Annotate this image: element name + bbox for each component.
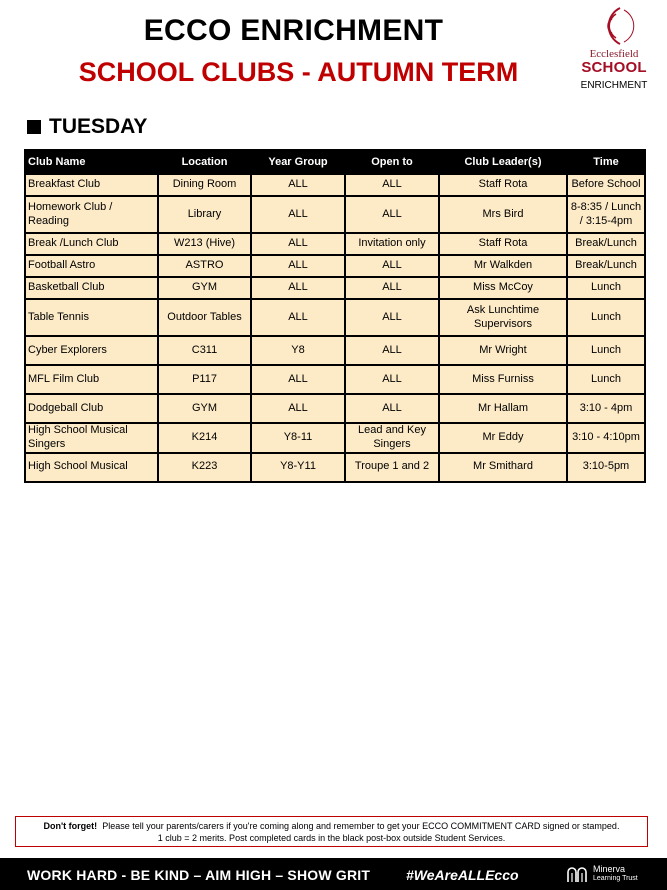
table-header-row <box>25 150 645 174</box>
logo-line-1: Ecclesfield <box>589 48 639 60</box>
table-cell: Mr Eddy <box>439 423 567 453</box>
minerva-logo-icon <box>566 864 588 884</box>
table-cell: ASTRO <box>158 255 251 277</box>
table-row <box>25 255 645 277</box>
notice-text-1: Please tell your parents/carers if you're coming along and remember to get your ECCO COMMITMENT CARD signed or stamped. <box>102 821 620 831</box>
table-cell: Y8 <box>251 336 345 365</box>
table-cell: Dodgeball Club <box>25 394 158 423</box>
table-cell: Cyber Explorers <box>25 336 158 365</box>
table-row <box>25 336 645 365</box>
table-cell: Library <box>158 196 251 233</box>
table-cell: Before School <box>567 174 645 196</box>
table-row <box>25 394 645 423</box>
page-title: ECCO ENRICHMENT <box>143 14 444 47</box>
column-header: Year Group <box>251 150 345 174</box>
table-row <box>25 233 645 255</box>
day-label: TUESDAY <box>49 115 148 138</box>
table-cell: P117 <box>158 365 251 394</box>
table-cell: ALL <box>251 365 345 394</box>
clubs-table <box>24 149 646 483</box>
table-cell: MFL Film Club <box>25 365 158 394</box>
table-cell: 8-8:35 / Lunch / 3:15-4pm <box>567 196 645 233</box>
table-cell: Y8-Y11 <box>251 453 345 482</box>
notice-bold: Don't forget! <box>43 821 98 831</box>
table-cell: K214 <box>158 423 251 453</box>
table-cell: Miss McCoy <box>439 277 567 299</box>
footer-hashtag: #WeAreALLEcco <box>406 867 519 883</box>
column-header: Open to <box>345 150 439 174</box>
table-cell: ALL <box>251 196 345 233</box>
table-cell: ALL <box>345 299 439 336</box>
table-cell: ALL <box>345 255 439 277</box>
table-cell: Break/Lunch <box>567 233 645 255</box>
table-cell: High School Musical Singers <box>25 423 158 453</box>
table-cell: ALL <box>345 196 439 233</box>
table-cell: ALL <box>345 365 439 394</box>
footer-bar <box>0 858 667 890</box>
table-cell: Y8-11 <box>251 423 345 453</box>
table-cell: GYM <box>158 277 251 299</box>
table-cell: Staff Rota <box>439 233 567 255</box>
trust-name <box>593 864 638 884</box>
table-cell: K223 <box>158 453 251 482</box>
table-row <box>25 423 645 453</box>
table-cell: GYM <box>158 394 251 423</box>
column-header: Club Leader(s) <box>439 150 567 174</box>
table-cell: Ask Lunchtime Supervisors <box>439 299 567 336</box>
table-cell: ALL <box>251 233 345 255</box>
table-row <box>25 196 645 233</box>
table-cell: Staff Rota <box>439 174 567 196</box>
table-cell: Invitation only <box>345 233 439 255</box>
notice-line-1 <box>16 820 647 832</box>
logo-arcs-icon <box>590 4 638 48</box>
reminder-notice <box>15 816 648 847</box>
table-cell: ALL <box>345 174 439 196</box>
table-cell: ALL <box>251 299 345 336</box>
column-header: Time <box>567 150 645 174</box>
table-cell: Mr Walkden <box>439 255 567 277</box>
table-cell: 3:10 - 4pm <box>567 394 645 423</box>
trust-name-main: Minerva <box>593 864 626 874</box>
table-cell: Homework Club / Reading <box>25 196 158 233</box>
table-cell: 3:10 - 4:10pm <box>567 423 645 453</box>
table-cell: Dining Room <box>158 174 251 196</box>
table-cell: Outdoor Tables <box>158 299 251 336</box>
table-cell: ALL <box>345 277 439 299</box>
table-row <box>25 277 645 299</box>
table-cell: ALL <box>251 255 345 277</box>
table-cell: Football Astro <box>25 255 158 277</box>
table-cell: Lunch <box>567 336 645 365</box>
table-cell: High School Musical <box>25 453 158 482</box>
logo-line-3: ENRICHMENT <box>580 80 648 91</box>
school-logo <box>572 4 656 96</box>
table-cell: Mrs Bird <box>439 196 567 233</box>
table-cell: W213 (Hive) <box>158 233 251 255</box>
table-cell: Lunch <box>567 365 645 394</box>
footer-motto: WORK HARD - BE KIND – AIM HIGH – SHOW GRIT <box>27 867 371 883</box>
table-cell: Mr Smithard <box>439 453 567 482</box>
table-row <box>25 174 645 196</box>
table-cell: Break/Lunch <box>567 255 645 277</box>
table-row <box>25 365 645 394</box>
page-subtitle: SCHOOL CLUBS - AUTUMN TERM <box>78 57 519 87</box>
trust-name-sub: Learning Trust <box>593 875 638 882</box>
table-cell: Break /Lunch Club <box>25 233 158 255</box>
table-cell: ALL <box>251 174 345 196</box>
square-bullet-icon <box>27 120 41 134</box>
table-row <box>25 453 645 482</box>
table-cell: 3:10-5pm <box>567 453 645 482</box>
table-cell: Troupe 1 and 2 <box>345 453 439 482</box>
table-cell: Breakfast Club <box>25 174 158 196</box>
logo-line-2: SCHOOL <box>581 59 647 76</box>
table-cell: Lunch <box>567 277 645 299</box>
table-row <box>25 299 645 336</box>
table-cell: ALL <box>345 394 439 423</box>
day-heading <box>27 115 147 139</box>
table-cell: Lunch <box>567 299 645 336</box>
table-cell: Basketball Club <box>25 277 158 299</box>
table-cell: C311 <box>158 336 251 365</box>
column-header: Location <box>158 150 251 174</box>
notice-text-2: 1 club = 2 merits. Post completed cards in the black post-box outside Student Services. <box>157 833 506 843</box>
table-cell: Mr Hallam <box>439 394 567 423</box>
table-cell: Lead and Key Singers <box>345 423 439 453</box>
table-cell: ALL <box>251 277 345 299</box>
table-cell: Miss Furniss <box>439 365 567 394</box>
table-cell: ALL <box>345 336 439 365</box>
table-cell: ALL <box>251 394 345 423</box>
column-header: Club Name <box>25 150 158 174</box>
table-cell: Mr Wright <box>439 336 567 365</box>
table-cell: Table Tennis <box>25 299 158 336</box>
table-body <box>25 174 645 482</box>
